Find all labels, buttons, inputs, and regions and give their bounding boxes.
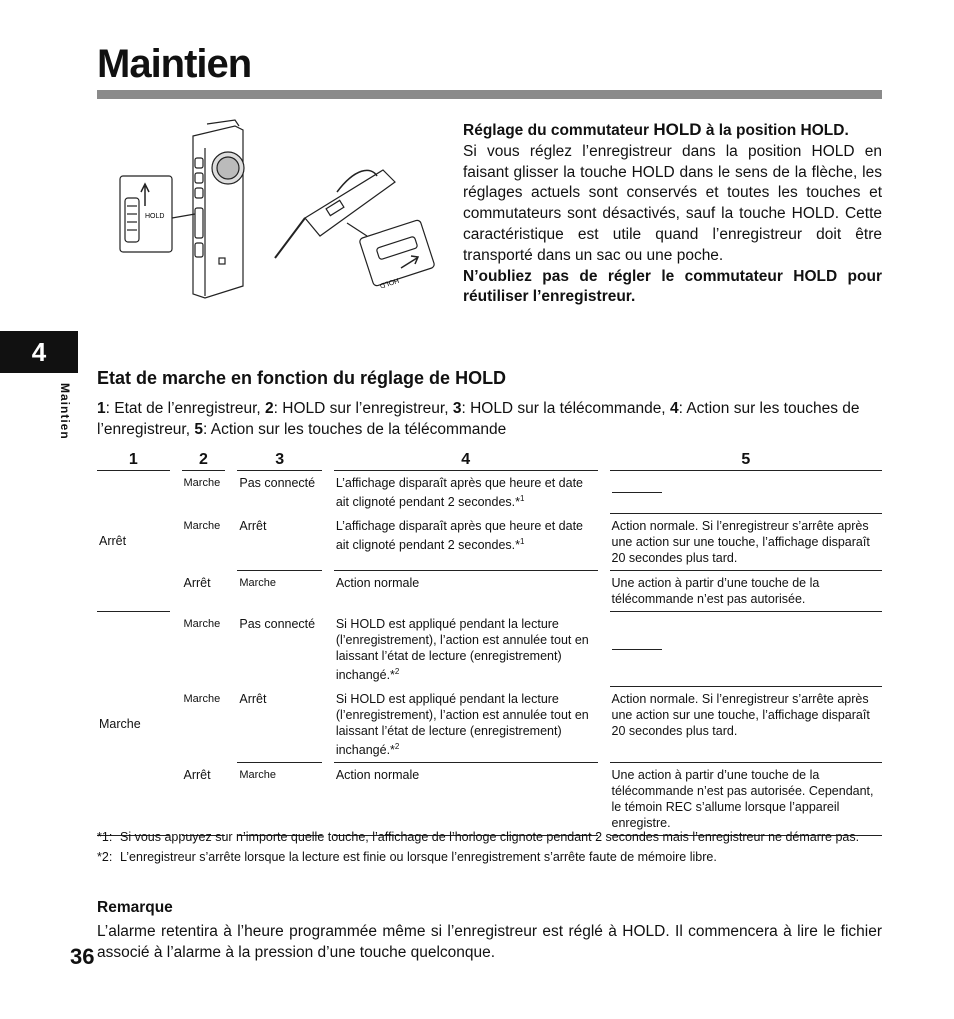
hold-body: Si vous réglez l’enregistreur dans la position HOLD en faisant glisser la touche HOLD dans le sens de la flèche, les réglages actuels sont conservés et toutes les touches et commutateurs sont désactivés, sauf la touche HOLD. Cette caractéristique est utile quand l’enregistreur doit être transporté dans un sac ou une poche.	[463, 142, 882, 264]
footnote-text: Si vous appuyez sur n’importe quelle touche, l’affichage de l’horloge clignote pendant 2 secondes mais l’enregistreur ne démarre pas.	[120, 830, 860, 844]
cell-r3-c3: Marche	[239, 577, 277, 590]
hold-status-table	[97, 452, 882, 836]
hold-heading-post: à la position HOLD.	[701, 122, 849, 139]
cell-r1-c2: Marche	[183, 477, 221, 489]
cell-r6-c2: Arrêt	[182, 763, 226, 836]
footnote-text: L’enregistreur s’arrête lorsque la lecture est finie ou lorsque l’enregistrement s’arrête faute de mémoire libre.	[120, 850, 717, 864]
legend-n2: 2	[265, 400, 274, 417]
footnote-mark: *2:	[97, 850, 113, 864]
title-underline-bar	[97, 90, 882, 99]
cell-r2-c3: Arrêt	[237, 514, 322, 571]
cell-r5-c3: Arrêt	[237, 687, 322, 763]
chapter-tab: 4	[0, 331, 78, 373]
cell-r2-c5: Action normale. Si l’enregistreur s’arrête après une action sur une touche, l’affichage disparaît 20 secondes plus tard.	[610, 514, 882, 571]
table-header-row	[97, 452, 882, 471]
hold-warning: N’oubliez pas de régler le commutateur HOLD pour réutiliser l’enregistreur.	[463, 267, 882, 306]
footnote-ref-1: 1	[520, 494, 525, 503]
footnote-ref-2: 2	[394, 742, 400, 752]
remark-heading: Remarque	[97, 899, 173, 916]
table-row	[97, 471, 882, 514]
legend-n1: 1	[97, 400, 106, 417]
col-header-2: 2	[182, 452, 226, 471]
hold-heading	[463, 120, 882, 142]
footnote-ref-2: 2	[394, 667, 400, 677]
cell-r4-c3: Pas connecté	[239, 617, 316, 632]
page-title: Maintien	[97, 42, 252, 86]
footnote-1	[97, 830, 882, 844]
status-section-heading: Etat de marche en fonction du réglage de HOLD	[97, 368, 507, 388]
table-row	[97, 514, 882, 571]
cell-r5-c2: Marche	[183, 693, 221, 706]
legend-n3: 3	[452, 400, 462, 417]
footnote-mark: *1:	[97, 830, 113, 844]
hold-heading-hold: HOLD	[653, 120, 702, 139]
legend-t2: : HOLD sur l’enregistreur,	[273, 400, 453, 417]
cell-r1-c3: Pas connecté	[239, 476, 316, 490]
legend-t4: : Action sur les touches de l’enregistreur,	[97, 400, 860, 438]
col-header-1: 1	[97, 452, 170, 471]
dash-mark	[612, 492, 662, 493]
col-header-4: 4	[334, 452, 598, 471]
legend-n5: 5	[194, 421, 203, 438]
cell-r2-c4	[334, 514, 598, 571]
footnotes	[97, 830, 882, 870]
chapter-side-label: Maintien	[58, 383, 72, 440]
legend-n4: 4	[669, 400, 679, 417]
table-row	[97, 571, 882, 612]
cell-r2-c2: Marche	[183, 520, 221, 533]
cell-r5-c4-text: Si HOLD est appliqué pendant la lecture (l’enregistrement), l’action est annulée tout en laissant l’état de lecture (enregistrement) inchangé.*	[335, 692, 589, 758]
legend-t3: : HOLD sur la télécommande,	[461, 400, 670, 417]
cell-r4-c5	[610, 612, 882, 687]
footnote-ref-1: 1	[520, 537, 525, 547]
cell-r2-c4-text: L’affichage disparaît après que heure et date ait clignoté pendant 2 secondes.*	[335, 519, 584, 553]
cell-r6-c4: Action normale	[334, 763, 598, 836]
cell-r5-c5: Action normale. Si l’enregistreur s’arrête après une action sur une touche, l’affichage disparaît 20 secondes plus tard.	[610, 687, 882, 763]
legend-t1: : Etat de l’enregistreur,	[105, 400, 266, 417]
status-legend	[97, 398, 882, 440]
illus-hold-label-left: HOLD	[145, 213, 165, 220]
state-cell-arret: Arrêt	[97, 471, 170, 612]
cell-r6-c3: Marche	[237, 763, 322, 836]
hold-heading-pre: Réglage du commutateur	[463, 122, 654, 139]
table-row	[97, 763, 882, 836]
page-number: 36	[70, 944, 95, 969]
dash-mark	[612, 649, 662, 650]
recorder-hold-illustration	[115, 118, 435, 303]
cell-r1-c5	[610, 471, 882, 514]
table-row	[97, 687, 882, 763]
cell-r5-c4	[334, 687, 598, 763]
cell-r4-c4	[334, 612, 598, 687]
cell-r3-c2: Arrêt	[183, 576, 211, 591]
cell-r4-c2: Marche	[183, 618, 221, 631]
legend-t5: : Action sur les touches de la télécommande	[202, 421, 507, 438]
col-header-3: 3	[237, 452, 322, 471]
cell-r1-c4-text: L’affichage disparaît après que heure et date ait clignoté pendant 2 secondes.*	[335, 476, 584, 510]
cell-r4-c4-text: Si HOLD est appliqué pendant la lecture (l’enregistrement), l’action est annulée tout en laissant l’état de lecture (enregistrement) inchangé.*	[335, 617, 589, 683]
hold-description	[463, 120, 882, 308]
cell-r6-c5: Une action à partir d’une touche de la télécommande n’est pas autorisée. Cependant, le témoin REC s’allume lorsque l’appareil enregistre.	[610, 763, 882, 836]
table-row	[97, 612, 882, 687]
illus-hold-label-right: HOLD	[378, 276, 400, 289]
remark-text: L’alarme retentira à l’heure programmée même si l’enregistreur est réglé à HOLD. Il commencera à lire le fichier associé à l’alarme à la pression d’une touche quelconque.	[97, 923, 882, 961]
state-cell-marche: Marche	[97, 612, 170, 836]
cell-r1-c4	[334, 471, 598, 514]
cell-r3-c4: Action normale	[335, 576, 420, 591]
footnote-2	[97, 850, 882, 864]
cell-r3-c5: Une action à partir d’une touche de la télécommande n’est pas autorisée.	[610, 571, 882, 612]
col-header-5: 5	[610, 452, 882, 471]
